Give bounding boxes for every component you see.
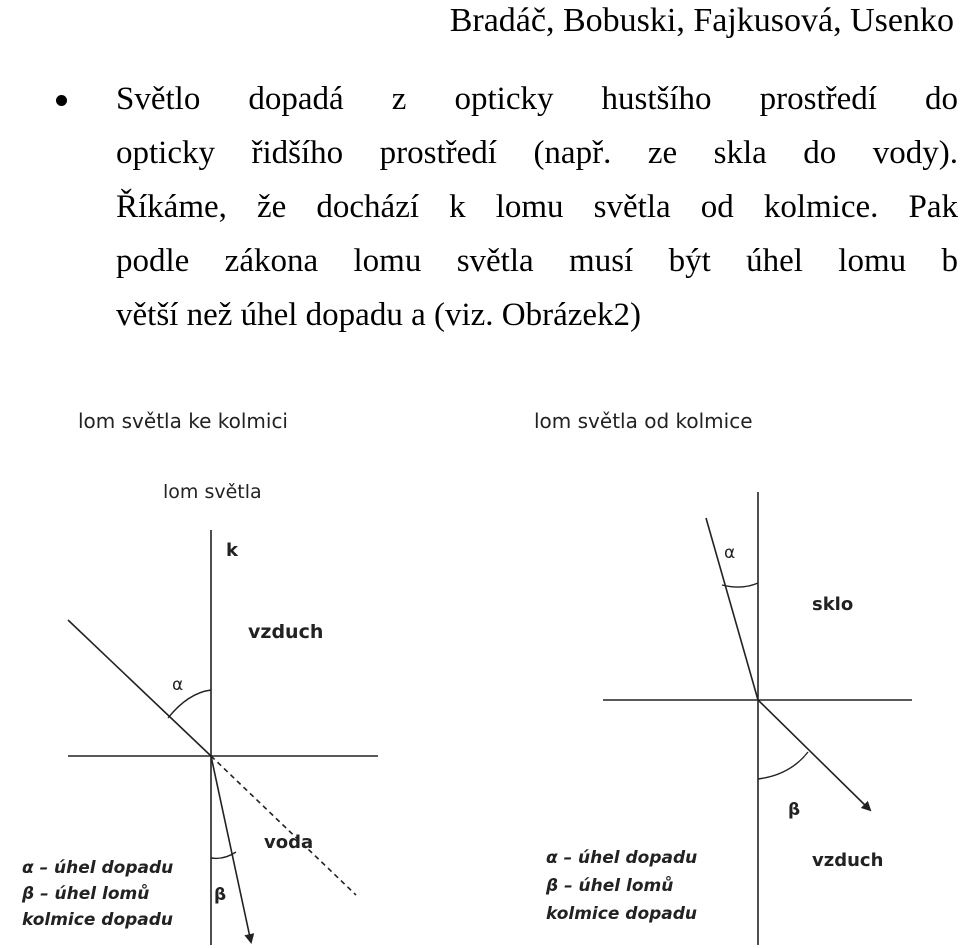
medium-bottom-left: voda [264,832,314,853]
figure-right-title: lom světla od kolmice [534,409,753,433]
legend-left-normal: kolmice dopadu [22,910,174,930]
paragraph-line-2: opticky řidšího prostředí (např. ze skla do vody). [116,135,958,171]
legend-right-beta: β – úhel lomů [546,876,674,896]
incident-ray-left [68,620,211,756]
figure-right [534,409,912,945]
legend-left-beta: β – úhel lomů [22,884,150,904]
alpha-label-left: α [172,675,184,695]
legend-right-alpha: α – úhel dopadu [546,848,698,868]
normal-label-left: k [226,540,238,561]
legend-right-normal: kolmice dopadu [546,904,698,924]
refracted-ray-left [211,756,251,942]
beta-arc-right [758,752,808,779]
figure-left [21,409,378,945]
medium-top-left: vzduch [248,621,324,643]
dashed-continuation-left [211,756,356,895]
alpha-arc-right [722,583,758,587]
paragraph-line-4: podle zákona lomu světla musí být úhel lomu b [116,243,958,279]
refracted-ray-right [758,700,870,810]
figure-left-subtitle: lom světla [163,481,262,503]
medium-bottom-right: vzduch [812,850,884,871]
paragraph-line-3: Říkáme, že dochází k lomu světla od kolmice. Pak [116,189,958,225]
paragraph-line-5: větší než úhel dopadu a (viz. Obrázek2) [116,297,642,333]
legend-left-alpha: α – úhel dopadu [22,858,174,878]
beta-label-left: β [214,885,227,905]
figure-left-title: lom světla ke kolmici [78,409,288,433]
authors-header: Bradáč, Bobuski, Fajkusová, Usenko [449,2,954,39]
alpha-label-right: α [724,543,736,563]
beta-label-right: β [788,800,801,820]
medium-top-right: sklo [812,594,854,615]
paragraph-line-1: Světlo dopadá z opticky hustšího prostředí do [116,81,958,117]
